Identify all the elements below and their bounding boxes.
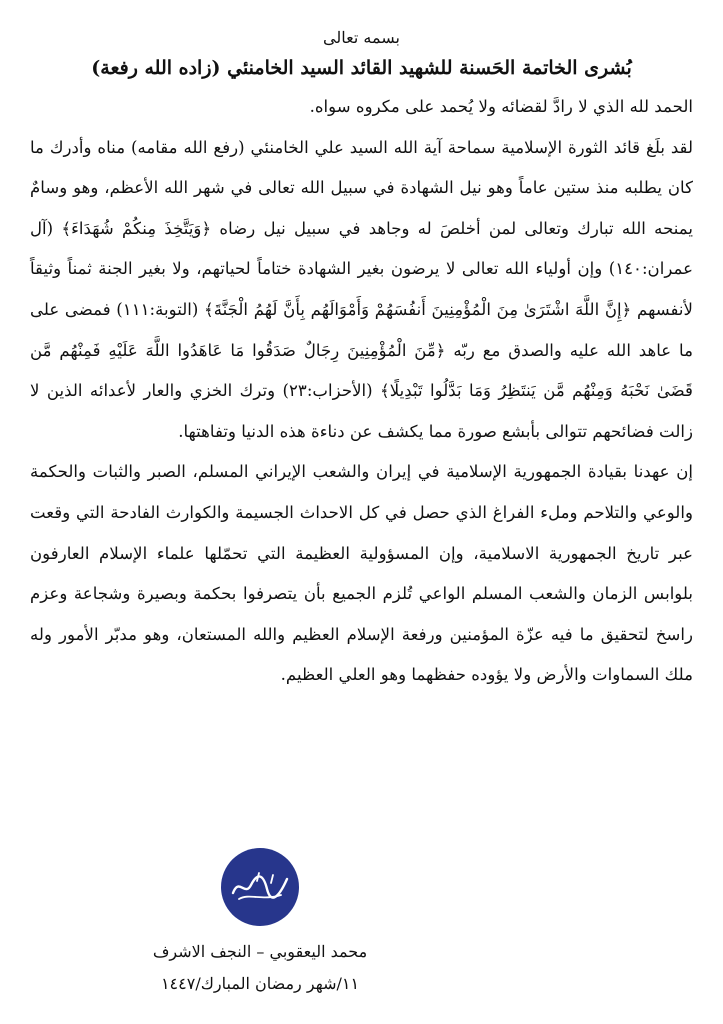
martyrdom-paragraph: لقد بلَغ قائد الثورة الإسلامية سماحة آية الله السيد علي الخامنئي (رفع الله مقامه) مناه وأدرك ما كان يطلبه منذ ستين عاماً وهو نيل الشهادة في سبيل الله تعالى في شهر الله الأعظم، وهو وسامٌ يمنحه الله تبارك وتعالى لمن أخلصَ له وجاهد في سبيل نيل رضاه ﴿وَيَتَّخِذَ مِنكُمْ شُهَدَاءَ﴾ (آل عمران:١٤٠) وإن أولياء الله تعالى لا يرضون بغير الشهادة ختاماً لحياتهم، ولا بغير الجنة ثمناً وثيقاً لأنفسهم ﴿إِنَّ اللَّهَ اشْتَرَىٰ مِنَ الْمُؤْمِنِينَ أَنفُسَهُمْ وَأَمْوَالَهُم بِأَنَّ لَهُمُ الْجَنَّةَ﴾ (التوبة:١١١) فمضى على ما عاهد الله عليه والصدق مع ربّه ﴿مِّنَ الْمُؤْمِنِينَ رِجَالٌ صَدَقُوا مَا عَاهَدُوا اللَّهَ عَلَيْهِ فَمِنْهُم مَّن قَضَىٰ نَحْبَهُ وَمِنْهُم مَّن يَنتَظِرُ وَمَا بَدَّلُوا تَبْدِيلًا﴾ (الأحزاب:٢٣) وترك الخزي والعار لأعدائه الذين لا زالت فضائحهم تتوالى بأبشع صورة مما يكشف عن دناءة هذه الدنيا وتفاهتها. — [30, 137, 694, 441]
signature-scribble — [229, 867, 291, 907]
letter-date: ١١/شهر رمضان المبارك/١٤٤٧ — [160, 974, 360, 993]
signature-block — [130, 848, 390, 1000]
signatory-name: محمد اليعقوبي – النجف الاشرف — [152, 942, 368, 961]
signature-seal-icon — [221, 848, 299, 926]
opening-paragraph: الحمد لله الذي لا رادَّ لقضائه ولا يُحمد على مكروه سواه. — [309, 97, 693, 116]
basmala-heading: بسمه تعالى — [323, 28, 400, 47]
letter-title: بُشرى الخاتمة الحَسنة للشهيد القائد السيد الخامنئي (زاده الله رفعة) — [91, 57, 632, 79]
letter-body — [30, 28, 693, 696]
covenant-paragraph: إن عهدنا بقيادة الجمهورية الإسلامية في إيران والشعب الإيراني المسلم، الصبر والثبات والحكمة والوعي والتلاحم وملء الفراغ الذي حصل في كل الاحداث الجسيمة والكوارث الفادحة التي وقعت عبر تاريخ الجمهورية الاسلامية، وإن المسؤولية العظيمة التي تحمّلها علماء الإسلام العارفون بلوابس الزمان والشعب المسلم الواعي تُلزم الجميع بأن يتصرفوا بحكمة وبصيرة وشجاعة وعزم راسخ لتحقيق ما فيه عزّة المؤمنين ورفعة الإسلام العظيم والله المستعان، وهو مدبّر الأمور وله ملك السماوات والأرض ولا يؤوده حفظهما وهو العلي العظيم. — [30, 462, 693, 685]
